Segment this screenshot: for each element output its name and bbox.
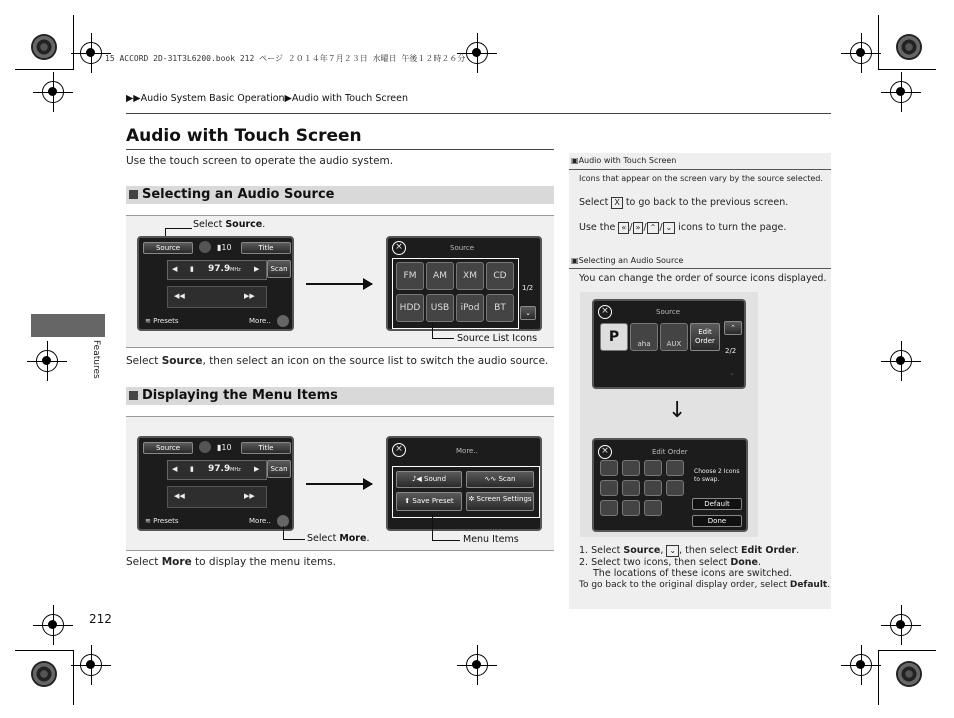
close-icon[interactable]: × (598, 445, 612, 459)
breadcrumb-marker: ▶▶ (126, 93, 141, 104)
features-tab-label: Features (91, 340, 101, 379)
xm-icon[interactable] (644, 460, 662, 476)
step2-end: . (757, 557, 761, 568)
features-tab[interactable] (31, 314, 105, 337)
section-title: Displaying the Menu Items (142, 388, 338, 403)
step1-pre: 1. Select (579, 545, 624, 556)
intro-text: Use the touch screen to operate the audio system. (126, 155, 394, 167)
callout-select-source (193, 219, 265, 230)
seek-back-icon[interactable]: ◀◀ (174, 292, 185, 300)
callout-leader (432, 514, 433, 540)
preset-icon: ▮ (190, 265, 194, 273)
aux-icon[interactable]: AUX (660, 323, 688, 351)
callout-leader-h (432, 338, 454, 339)
ipod-icon[interactable]: iPod (456, 294, 484, 322)
note1-select-line (579, 197, 788, 209)
section1-body (126, 355, 548, 367)
presets-link[interactable] (145, 317, 179, 325)
close-icon[interactable]: × (392, 241, 406, 255)
default-note-bold: Default (789, 580, 828, 590)
hdd-icon[interactable]: HDD (396, 294, 424, 322)
tune-down-icon[interactable]: ◀ (172, 265, 178, 273)
note1-text: Icons that appear on the screen vary by the source selected. (579, 174, 823, 183)
usb-icon[interactable]: USB (426, 294, 454, 322)
tune-up-icon[interactable]: ▶ (254, 465, 260, 473)
fm-icon[interactable]: FM (396, 262, 424, 290)
note-header-text: Selecting an Audio Source (578, 256, 684, 265)
note-marker-icon: ▣ (571, 256, 579, 265)
am-icon[interactable] (622, 460, 640, 476)
more-link[interactable]: More.. (249, 517, 271, 525)
note-rule (569, 169, 831, 170)
save-icon: ⬆ (404, 497, 413, 505)
save-preset-button[interactable] (396, 492, 462, 511)
step1-bold: Source (623, 545, 661, 556)
source-screen-header: Source (450, 244, 475, 252)
step1-bold2: Edit Order (741, 545, 797, 556)
callout-leader-h (283, 539, 305, 540)
seek-back-icon[interactable]: ◀◀ (174, 492, 185, 500)
page-down-icon[interactable]: ⌄ (520, 306, 536, 320)
step-2 (579, 557, 761, 568)
page-up-icon: ⌃ (647, 222, 660, 234)
ipod-icon[interactable] (644, 480, 662, 496)
pandora-icon[interactable] (600, 500, 618, 516)
scan-menu-button[interactable] (466, 471, 534, 488)
fm-icon[interactable] (600, 460, 618, 476)
sound-button[interactable] (396, 471, 462, 488)
preset-icon: ▮ (190, 465, 194, 473)
section-title: Selecting an Audio Source (142, 187, 335, 202)
presets-label: Presets (153, 517, 179, 525)
edit-order-button[interactable]: Edit Order (690, 323, 720, 351)
note-header-audio-with-touch-screen (571, 156, 676, 165)
edit-order-header: Edit Order (652, 448, 688, 456)
sound-icon: ♪◀ (411, 475, 425, 483)
scan-button[interactable]: Scan (267, 460, 291, 478)
callout-bold: More (339, 533, 367, 544)
note-marker-icon: ▣ (571, 156, 579, 165)
source-list-screen (386, 236, 542, 331)
edit-order-screen (592, 438, 748, 532)
callout-text: Select (193, 219, 226, 230)
step1-mid: , (660, 545, 667, 556)
note1-use-line: Use the « / » / ⌃ / ⌄ icons to turn the page. (579, 222, 787, 233)
hdd-icon[interactable] (600, 480, 618, 496)
callout-bold: Source (225, 219, 263, 230)
callout-end: . (262, 219, 266, 230)
close-icon[interactable]: × (392, 443, 406, 457)
body-bold: More (161, 556, 192, 568)
arrow-down-icon: ↓ (668, 398, 687, 423)
edit-order-hint: Choose 2 Icons to swap. (694, 468, 740, 483)
arrow-right-icon (306, 483, 372, 485)
default-note-end: . (827, 580, 831, 590)
aux-icon[interactable] (644, 500, 662, 516)
breadcrumb-item-1[interactable]: Audio System Basic Operation (140, 93, 285, 104)
save-preset-label: Save Preset (412, 497, 454, 505)
source-button[interactable]: Source (143, 442, 193, 454)
source-screen-header: Source (656, 308, 681, 316)
wave-icon: ≋ (145, 517, 154, 525)
page-right-icon: » (633, 222, 644, 234)
page-indicator: 2/2 (725, 347, 737, 355)
screen-settings-button[interactable] (466, 492, 534, 511)
page-down-icon: ⌄ (666, 545, 679, 557)
scan-icon: ∿∿ (484, 475, 499, 483)
page-down-icon: ⌄ (729, 369, 735, 377)
edit-order-icon-grid (600, 460, 688, 530)
section2-body (126, 556, 336, 568)
breadcrumb-separator: ▶ (284, 93, 292, 104)
preset-number: ▮10 (217, 443, 232, 452)
callout-source-list-icons: Source List Icons (457, 333, 538, 344)
body-text-end: , then select an icon on the source list to switch the audio source. (202, 355, 549, 367)
callout-leader (166, 228, 192, 229)
callout-leader (432, 322, 433, 338)
sound-label: Sound (424, 475, 447, 483)
step1-end: . (796, 545, 800, 556)
frequency-unit: MHz (230, 267, 241, 273)
bluetooth-icon[interactable]: BT (486, 294, 514, 322)
note1-select-pre: Select (579, 197, 612, 208)
body-bold: Source (161, 355, 203, 367)
callout-text: Select (307, 533, 340, 544)
step1-post: , then select (679, 545, 741, 556)
frequency: 97.9 (208, 264, 231, 274)
frequency-bar (167, 460, 267, 480)
page-down-icon: ⌄ (663, 222, 676, 234)
aha-icon[interactable] (622, 500, 640, 516)
callout-select-more (307, 533, 369, 544)
step-1 (579, 545, 799, 557)
scan-label: Scan (498, 475, 516, 483)
audio-screen (137, 236, 294, 331)
step2-bold: Done (730, 557, 758, 568)
note-rule (569, 268, 831, 269)
page-left-icon: « (618, 222, 629, 234)
body-text-end: to display the menu items. (191, 556, 336, 568)
close-icon[interactable]: × (598, 305, 612, 319)
wave-icon: ≋ (145, 317, 154, 325)
audio-screen (137, 436, 294, 531)
step-2-sub: The locations of these icons are switched. (593, 568, 793, 579)
page-title: Audio with Touch Screen (126, 126, 362, 146)
section-marker-icon (129, 391, 138, 400)
default-note-pre: To go back to the original display order, select (579, 580, 790, 590)
step2-pre: 2. Select two icons, then select (579, 557, 731, 568)
scan-button[interactable]: Scan (267, 260, 291, 278)
seek-bar (167, 286, 267, 308)
frequency-bar (167, 260, 267, 280)
frequency-unit: MHz (230, 467, 241, 473)
breadcrumb (126, 93, 408, 104)
default-button[interactable]: Default (692, 498, 742, 510)
callout-leader-h (432, 540, 460, 541)
am-icon[interactable]: AM (426, 262, 454, 290)
seek-forward-icon[interactable]: ▶▶ (244, 492, 255, 500)
done-button[interactable]: Done (692, 515, 742, 527)
cd-icon[interactable]: CD (486, 262, 514, 290)
preset-number-value: 10 (221, 243, 232, 252)
title-button[interactable]: Title (241, 442, 291, 454)
page-number: 212 (89, 612, 112, 626)
radio-icon (199, 241, 211, 253)
presets-label: Presets (153, 317, 179, 325)
body-text: Select (126, 556, 162, 568)
settings-icon: ✲ (468, 495, 477, 503)
default-note (579, 580, 830, 590)
section-marker-icon (129, 190, 138, 199)
more-dial-icon[interactable] (277, 315, 289, 327)
title-rule (126, 149, 554, 150)
preset-number: ▮10 (217, 243, 232, 252)
more-menu-screen (386, 436, 542, 531)
preset-number-value: 10 (221, 443, 232, 452)
breadcrumb-item-2[interactable]: Audio with Touch Screen (291, 93, 409, 104)
tune-up-icon[interactable]: ▶ (254, 265, 260, 273)
screen-settings-label: Screen Settings (476, 495, 532, 503)
note-header-text: Audio with Touch Screen (578, 156, 677, 165)
tune-down-icon[interactable]: ◀ (172, 465, 178, 473)
frequency: 97.9 (208, 464, 231, 474)
radio-icon (199, 441, 211, 453)
note1-use-pre: Use the (579, 222, 619, 233)
title-button[interactable]: Title (241, 242, 291, 254)
seek-forward-icon[interactable]: ▶▶ (244, 292, 255, 300)
arrow-right-icon (306, 283, 372, 285)
bluetooth-icon[interactable] (666, 480, 684, 496)
page-up-icon[interactable]: ⌃ (724, 321, 742, 335)
section-displaying-menu-items (126, 387, 554, 405)
header-rule (126, 113, 831, 114)
presets-link[interactable] (145, 517, 179, 525)
aha-icon[interactable]: aha (630, 323, 658, 351)
seek-bar (167, 486, 267, 508)
source-page2-screen (592, 299, 746, 389)
more-screen-header: More.. (456, 447, 478, 455)
callout-end: . (366, 533, 370, 544)
xm-icon[interactable]: XM (456, 262, 484, 290)
section-selecting-audio-source (126, 186, 554, 204)
close-x-icon: X (611, 197, 622, 209)
page-indicator: 1/2 (522, 284, 534, 292)
note-header-selecting-audio-source (571, 256, 683, 265)
callout-leader (283, 526, 284, 540)
pandora-icon[interactable]: P (600, 323, 628, 351)
note2-text: You can change the order of source icons displayed. (579, 273, 827, 284)
callout-menu-items: Menu Items (463, 534, 519, 545)
usb-icon[interactable] (622, 480, 640, 496)
print-header-line: 15 ACCORD 2D-31T3L6200.book 212 ページ ２０１４年７月２３日 水曜日 午後１２時２６分 (105, 54, 466, 63)
note1-use-post: icons to turn the page. (675, 222, 787, 233)
cd-icon[interactable] (666, 460, 684, 476)
more-link[interactable]: More.. (249, 317, 271, 325)
source-button[interactable]: Source (143, 242, 193, 254)
body-text: Select (126, 355, 162, 367)
note1-select-post: to go back to the previous screen. (622, 197, 789, 208)
